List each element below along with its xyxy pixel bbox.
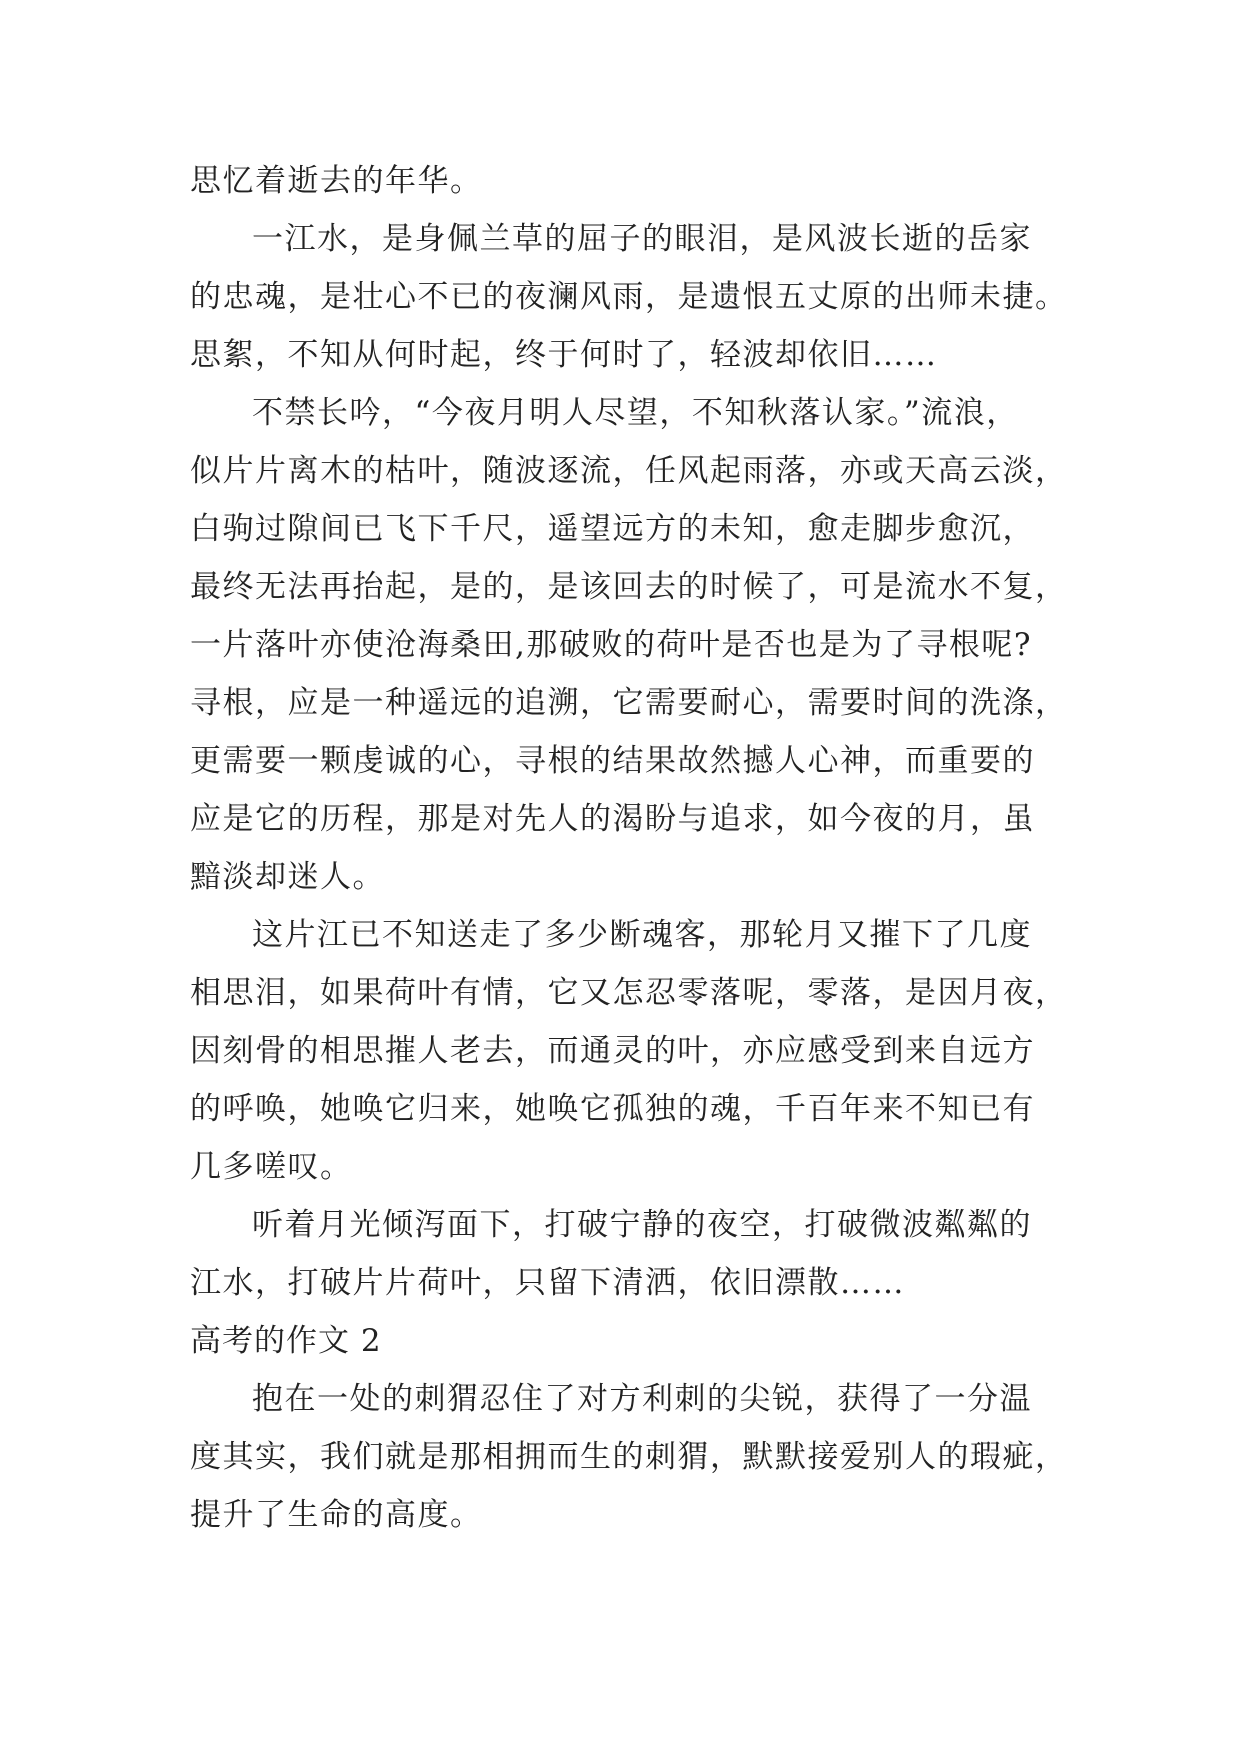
paragraph-start-line: 抱在一处的刺猬忍住了对方利刺的尖锐，获得了一分温 — [252, 1381, 1032, 1417]
paragraph-start-line: 这片江已不知送走了多少断魂客，那轮月又摧下了几度 — [252, 917, 1032, 953]
paragraph-start-line: 不禁长吟，“今夜月明人尽望，不知秋落认家。”流浪， — [252, 395, 1019, 431]
text-line: 几多嗟叹。 — [190, 1149, 353, 1185]
text-line: 最终无法再抬起，是的，是该回去的时候了，可是流水不复， — [190, 569, 1068, 605]
text-line: 似片片离木的枯叶，随波逐流，任风起雨落，亦或天高云淡， — [190, 453, 1068, 489]
text-line: 相思泪，如果荷叶有情，它又怎忍零落呢，零落，是因月夜， — [190, 975, 1068, 1011]
text-line: 思絮，不知从何时起，终于何时了，轻波却依旧…… — [190, 337, 938, 373]
document-body — [190, 152, 1070, 1544]
text-line: 更需要一颗虔诚的心，寻根的结果故然撼人心神，而重要的 — [190, 743, 1035, 779]
text-line: 度其实，我们就是那相拥而生的刺猬，默默接爱别人的瑕疵， — [190, 1439, 1068, 1475]
text-line: 的忠魂，是壮心不已的夜澜风雨，是遗恨五丈原的出师未捷。 — [190, 279, 1068, 315]
text-line: 寻根，应是一种遥远的追溯，它需要耐心，需要时间的洗涤， — [190, 685, 1068, 721]
text-line: 黯淡却迷人。 — [190, 859, 385, 895]
text-line: 江水，打破片片荷叶，只留下清洒，依旧漂散…… — [190, 1265, 905, 1301]
text-line: 因刻骨的相思摧人老去，而通灵的叶，亦应感受到来自远方 — [190, 1033, 1035, 1069]
text-line: 白驹过隙间已飞下千尺，遥望远方的未知，愈走脚步愈沉， — [190, 511, 1035, 547]
paragraph-start-line: 一江水，是身佩兰草的屈子的眼泪，是风波长逝的岳家 — [252, 221, 1032, 257]
text-line: 的呼唤，她唤它归来，她唤它孤独的魂，千百年来不知已有 — [190, 1091, 1035, 1127]
text-line: 思忆着逝去的年华。 — [190, 163, 483, 199]
section-heading: 高考的作文 2 — [190, 1323, 382, 1359]
text-line: 应是它的历程，那是对先人的渴盼与追求，如今夜的月，虽 — [190, 801, 1035, 837]
text-line: 提升了生命的高度。 — [190, 1497, 483, 1533]
paragraph-start-line: 听着月光倾泻面下，打破宁静的夜空，打破微波粼粼的 — [252, 1207, 1032, 1243]
text-line: 一片落叶亦使沧海桑田,那破败的荷叶是否也是为了寻根呢? — [190, 627, 1032, 663]
